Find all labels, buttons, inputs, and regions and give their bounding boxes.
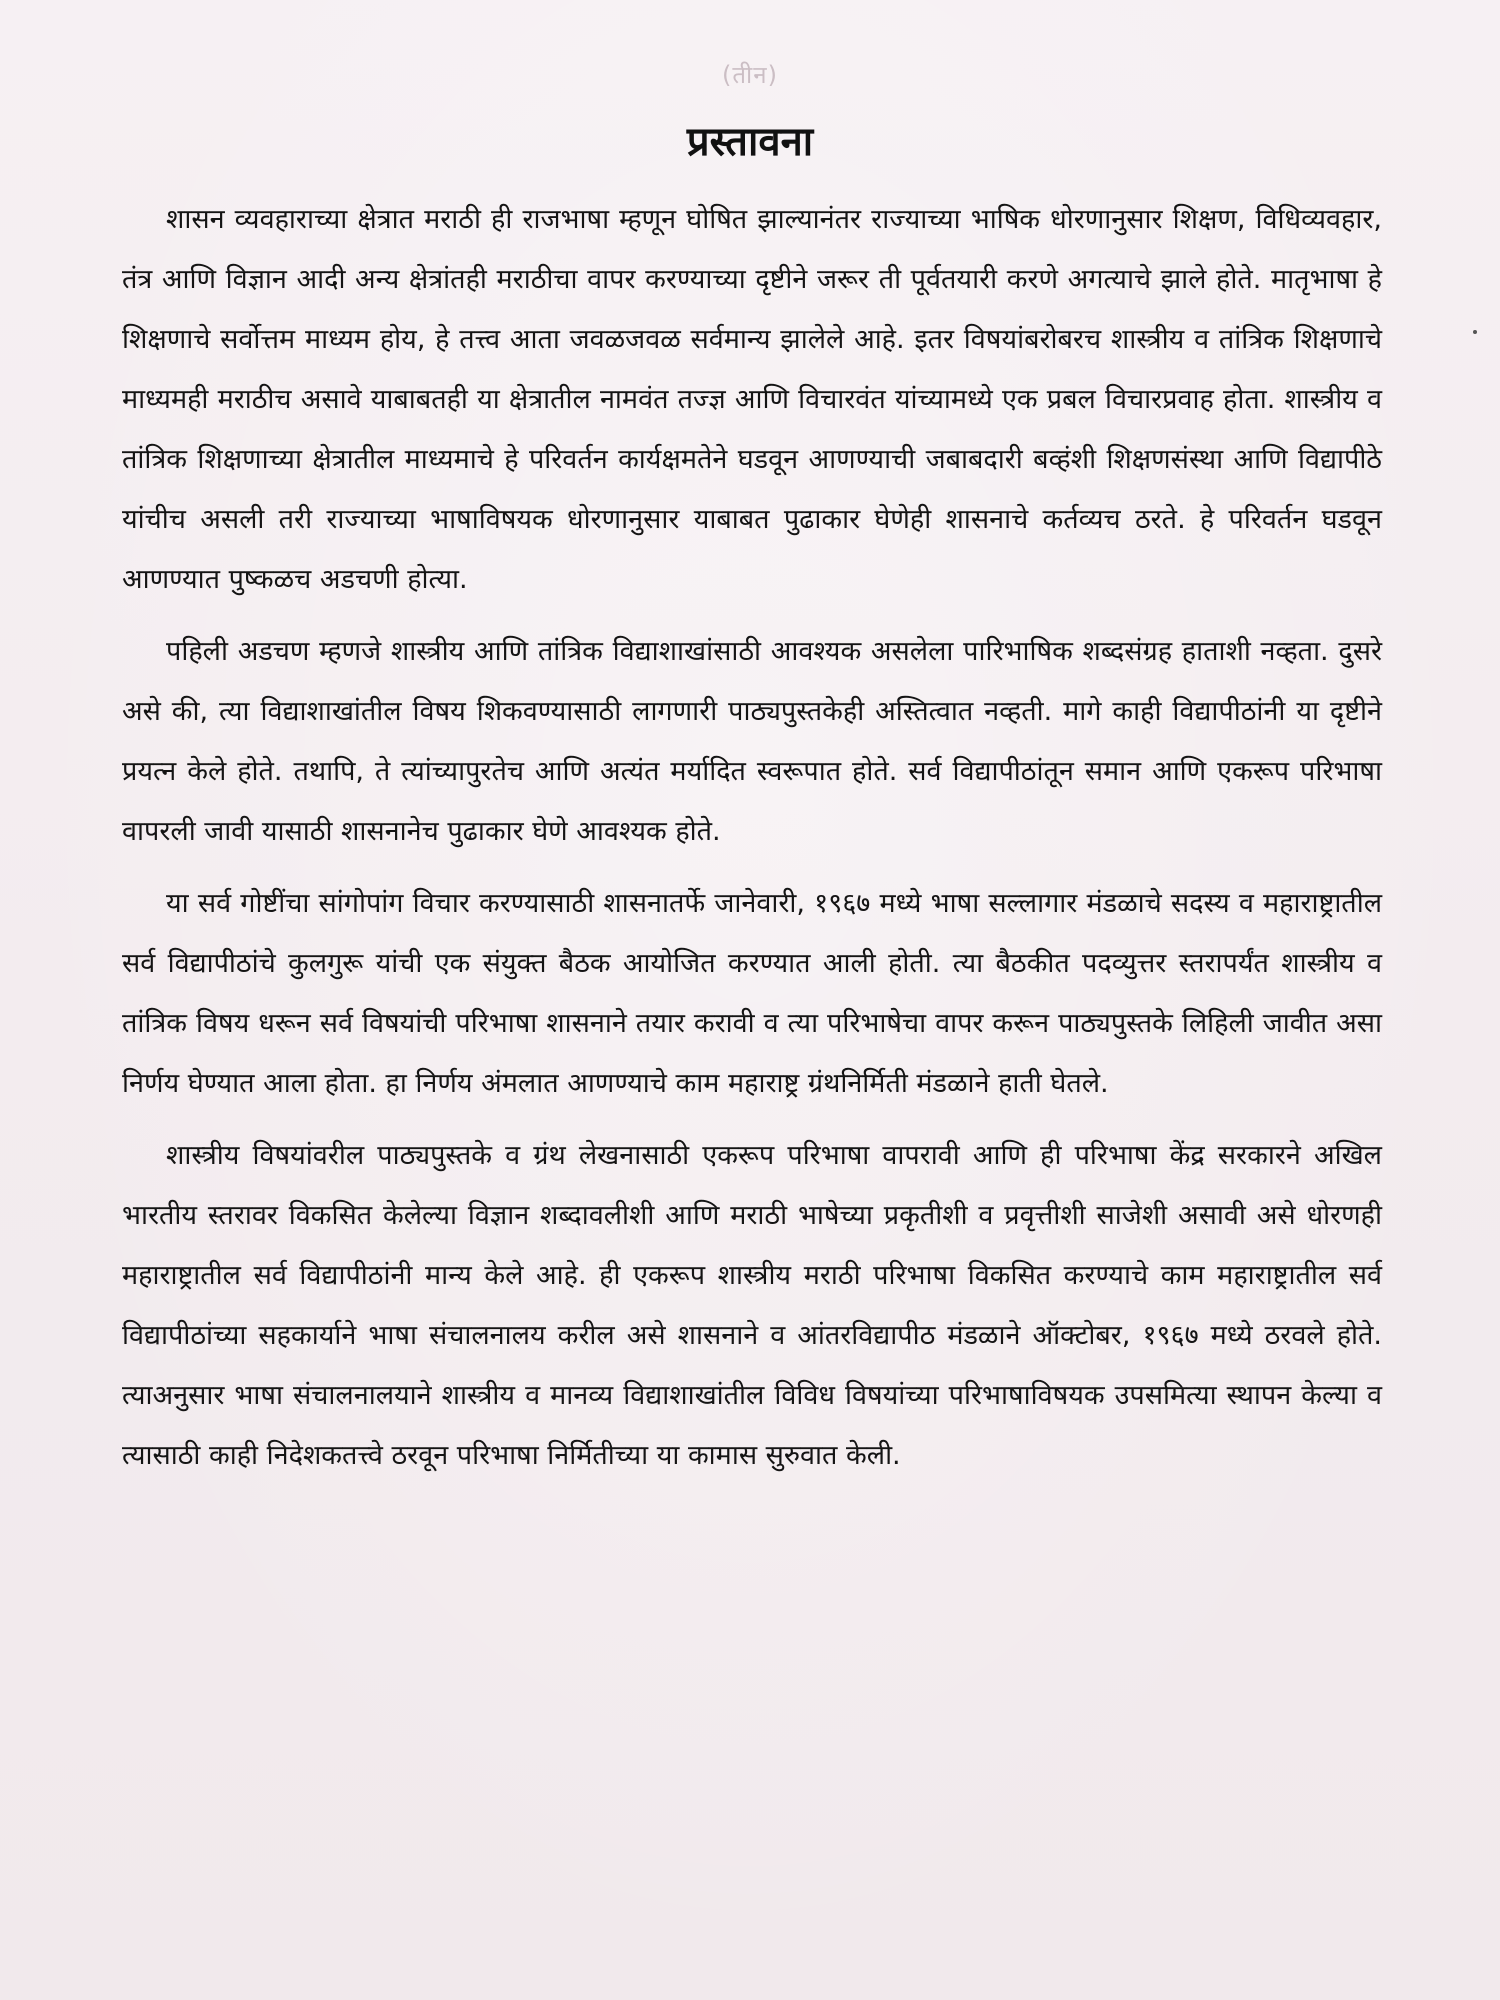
paragraph-3: या सर्व गोष्टींचा सांगोपांग विचार करण्यासाठी शासनातर्फे जानेवारी, १९६७ मध्ये भाषा सल्लागार मंडळाचे सदस्य व महाराष्ट्रातील सर्व विद्यापीठांचे कुलगुरू यांची एक संयुक्त बैठक आयोजित करण्यात आली होती. त्या बैठकीत पदव्युत्तर स्तरापर्यंत शास्त्रीय व तांत्रिक विषय धरून सर्व विषयांची परिभाषा शासनाने तयार करावी व त्या परिभाषेचा वापर करून पाठ्यपुस्तके लिहिली जावीत असा निर्णय घेण्यात आला होता. हा निर्णय अंमलात आणण्याचे काम महाराष्ट्र ग्रंथनिर्मिती मंडळाने हाती घेतले. <box>122 888 1382 1099</box>
paragraph-4: शास्त्रीय विषयांवरील पाठ्यपुस्तके व ग्रंथ लेखनासाठी एकरूप परिभाषा वापरावी आणि ही परिभाषा केंद्र सरकारने अखिल भारतीय स्तरावर विकसित केलेल्या विज्ञान शब्दावलीशी आणि मराठी भाषेच्या प्रकृतीशी व प्रवृत्तीशी साजेशी असावी असे धोरणही महाराष्ट्रातील सर्व विद्यापीठांनी मान्य केले आहे. ही एकरूप शास्त्रीय मराठी परिभाषा विकसित करण्याचे काम महाराष्ट्रातील सर्व विद्यापीठांच्या सहकार्याने भाषा संचालनालय करील असे शासनाने व आंतरविद्यापीठ मंडळाने ऑक्टोबर, १९६७ मध्ये ठरवले होते. त्याअनुसार भाषा संचालनालयाने शास्त्रीय व मानव्य विद्याशाखांतील विविध विषयांच्या परिभाषाविषयक उपसमित्या स्थापन केल्या व त्यासाठी काही निदेशकतत्त्वे ठरवून परिभाषा निर्मितीच्या या कामास सुरुवात केली. <box>122 1140 1382 1471</box>
page-title: प्रस्तावना <box>686 119 814 165</box>
ink-speck <box>1473 330 1477 334</box>
body-text <box>122 190 1382 1486</box>
paragraph-1: शासन व्यवहाराच्या क्षेत्रात मराठी ही राजभाषा म्हणून घोषित झाल्यानंतर राज्याच्या भाषिक धोरणानुसार शिक्षण, विधिव्यवहार, तंत्र आणि विज्ञान आदी अन्य क्षेत्रांतही मराठीचा वापर करण्याच्या दृष्टीने जरूर ती पूर्वतयारी करणे अगत्याचे झाले होते. मातृभाषा हे शिक्षणाचे सर्वोत्तम माध्यम होय, हे तत्त्व आता जवळजवळ सर्वमान्य झालेले आहे. इतर विषयांबरोबरच शास्त्रीय व तांत्रिक शिक्षणाचे माध्यमही मराठीच असावे याबाबतही या क्षेत्रातील नामवंत तज्ज्ञ आणि विचारवंत यांच्यामध्ये एक प्रबल विचारप्रवाह होता. शास्त्रीय व तांत्रिक शिक्षणाच्या क्षेत्रातील माध्यमाचे हे परिवर्तन कार्यक्षमतेने घडवून आणण्याची जबाबदारी बव्हंशी शिक्षणसंस्था आणि विद्यापीठे यांचीच असली तरी राज्याच्या भाषाविषयक धोरणानुसार याबाबत पुढाकार घेणेही शासनाचे कर्तव्यच ठरते. हे परिवर्तन घडवून आणण्यात पुष्कळच अडचणी होत्या. <box>122 204 1382 595</box>
paragraph-2: पहिली अडचण म्हणजे शास्त्रीय आणि तांत्रिक विद्याशाखांसाठी आवश्यक असलेला पारिभाषिक शब्दसंग्रह हाताशी नव्हता. दुसरे असे की, त्या विद्याशाखांतील विषय शिकवण्यासाठी लागणारी पाठ्यपुस्तकेही अस्तित्वात नव्हती. मागे काही विद्यापीठांनी या दृष्टीने प्रयत्न केले होते. तथापि, ते त्यांच्यापुरतेच आणि अत्यंत मर्यादित स्वरूपात होते. सर्व विद्यापीठांतून समान आणि एकरूप परिभाषा वापरली जावी यासाठी शासनानेच पुढाकार घेणे आवश्यक होते. <box>122 636 1382 847</box>
page-number: (तीन) <box>722 61 778 89</box>
